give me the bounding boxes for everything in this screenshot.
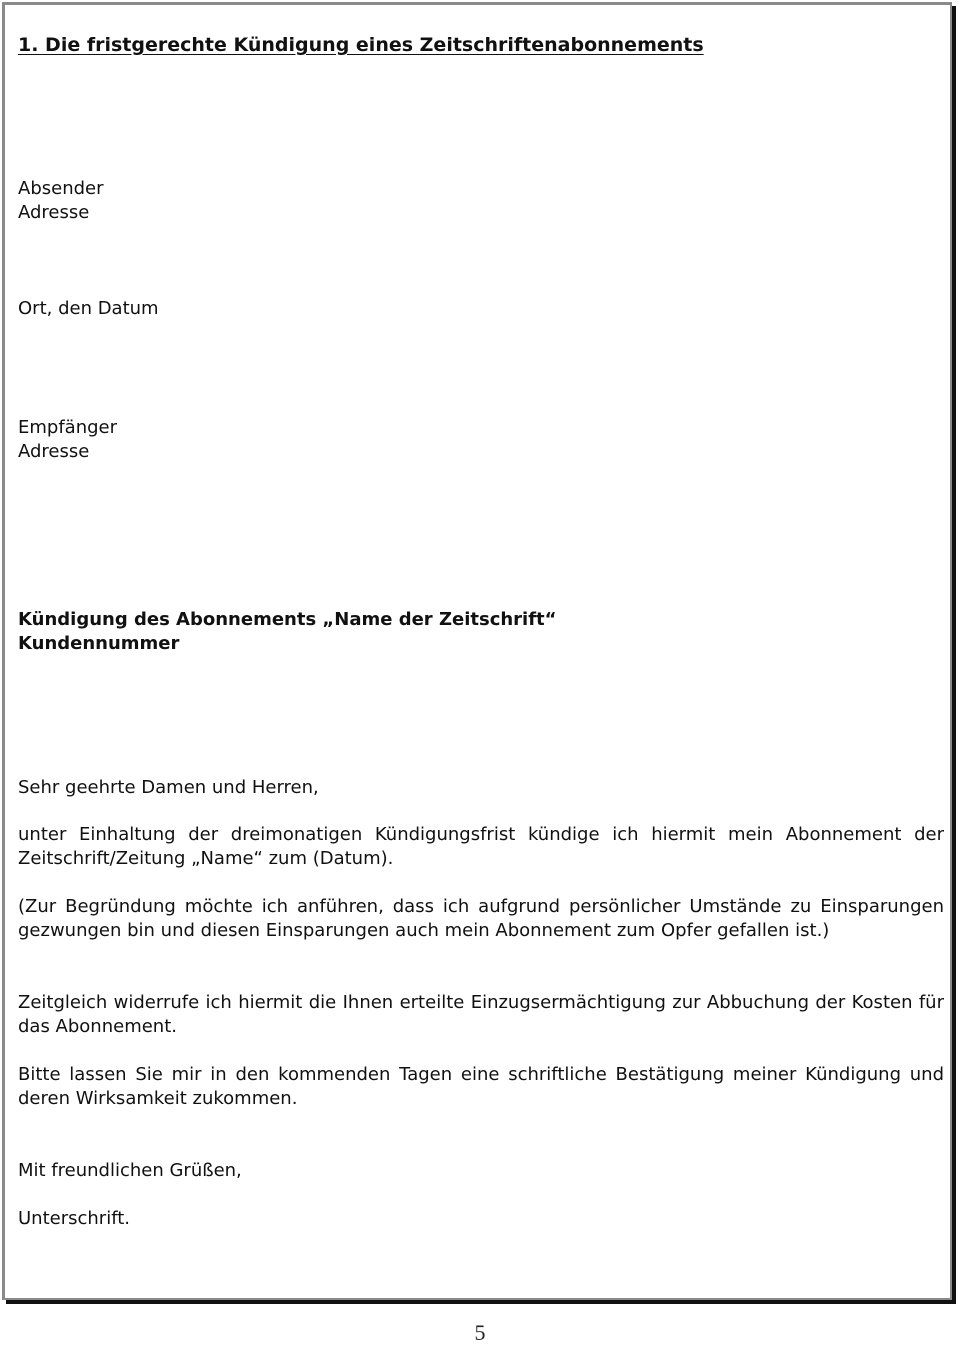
recipient-name: Empfänger: [18, 417, 118, 438]
customer-number-line: Kundennummer: [18, 633, 180, 654]
subject-line: Kündigung des Abonnements „Name der Zeitschrift“: [18, 609, 557, 630]
paragraph-revoke-mandate: Zeitgleich widerrufe ich hiermit die Ihnen erteilte Einzugsermächtigung zur Abbuchung der Kosten für das Abonnement.: [18, 992, 944, 1037]
place-date: Ort, den Datum: [18, 298, 159, 319]
paragraph-confirmation-request: Bitte lassen Sie mir in den kommenden Tagen eine schriftliche Bestätigung meiner Kündigung und deren Wirksamkeit zukommen.: [18, 1064, 944, 1109]
signature: Unterschrift.: [18, 1208, 130, 1229]
recipient-address: Adresse: [18, 441, 90, 462]
salutation: Sehr geehrte Damen und Herren,: [18, 777, 319, 798]
paragraph-cancellation: unter Einhaltung der dreimonatigen Kündigungsfrist kündige ich hiermit mein Abonnement der Zeitschrift/Zeitung „Name“ zum (Datum).: [18, 824, 944, 869]
document-heading: 1. Die fristgerechte Kündigung eines Zeitschriftenabonnements: [18, 34, 704, 56]
paragraph-reason: (Zur Begründung möchte ich anführen, dass ich aufgrund persönlicher Umstände zu Einsparungen gezwungen bin und diesen Einsparungen auch mein Abonnement zum Opfer gefallen ist.): [18, 896, 944, 941]
closing: Mit freundlichen Grüßen,: [18, 1160, 242, 1181]
sender-address: Adresse: [18, 202, 90, 223]
document-frame: [2, 2, 952, 1300]
sender-name: Absender: [18, 178, 104, 199]
page-number: 5: [474, 1320, 486, 1345]
